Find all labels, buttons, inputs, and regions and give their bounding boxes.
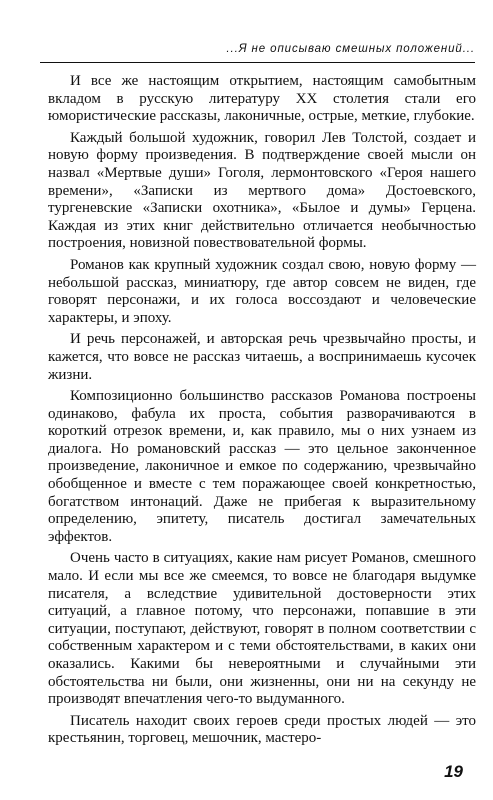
paragraph: Романов как крупный художник создал свою, новую форму — небольшой рассказ, миниатюру, где автор совсем не виден, где говорят персонажи, и их голоса воссоздают и человеческие характеры, и эпоху. [48,256,476,326]
paragraph: Каждый большой художник, говорил Лев Толстой, создает и новую форму произведения. В подтверждение своей мысли он назвал «Мертвые души» Гоголя, лермонтовского «Героя нашего времени», «Записки из мертвого дома» Достоевского, тургеневские «Записки охотника», «Былое и думы» Герцена. Каждая из этих книг действительно отличается необычностью построения, новизной повествовательной формы. [48,129,476,252]
running-head: ...Я не описываю смешных положений... [226,43,475,55]
body-text [48,73,476,748]
paragraph: И речь персонажей, и авторская речь чрезвычайно просты, и кажется, что вовсе не рассказ читаешь, а воспринимаешь кусочек жизни. [48,331,476,383]
paragraph: Писатель находит своих героев среди простых людей — это крестьянин, торговец, мешочник, мастеро- [48,712,476,747]
page-number: 19 [444,762,463,781]
header-rule [40,62,475,63]
paragraph: Очень часто в ситуациях, какие нам рисует Романов, смешного мало. И если мы все же смеемся, то вовсе не благодаря выдумке писателя, а вследствие удивительной достоверности этих ситуаций, а главное потому, что персонажи, попавшие в эти ситуации, поступают, действуют, говорят в полном соответствии с собственным характером и с теми обстоятельствами, в каких они оказались. Какими бы невероятными и случайными эти обстоятельства ни были, они жизненны, они ни на секунду не производят впечатления чего-то выдуманного. [48,550,476,708]
paragraph: И все же настоящим открытием, настоящим самобытным вкладом в русскую литературу XX столетия стали его юмористические рассказы, лаконичные, острые, меткие, глубокие. [48,73,476,125]
paragraph: Композиционно большинство рассказов Романова построены одинаково, фабула их проста, события разворачиваются в короткий отрезок времени, и, как правило, мы о них узнаем из диалога. Но романовский рассказ — это цельное законченное произведение, лаконичное и емкое по содержанию, чрезвычайно обобщенное и вместе с тем поражающее своей конкретностью, богатством интонаций. Даже не прибегая к выразительному определению, эпитету, писатель достигал замечательных эффектов. [48,388,476,545]
